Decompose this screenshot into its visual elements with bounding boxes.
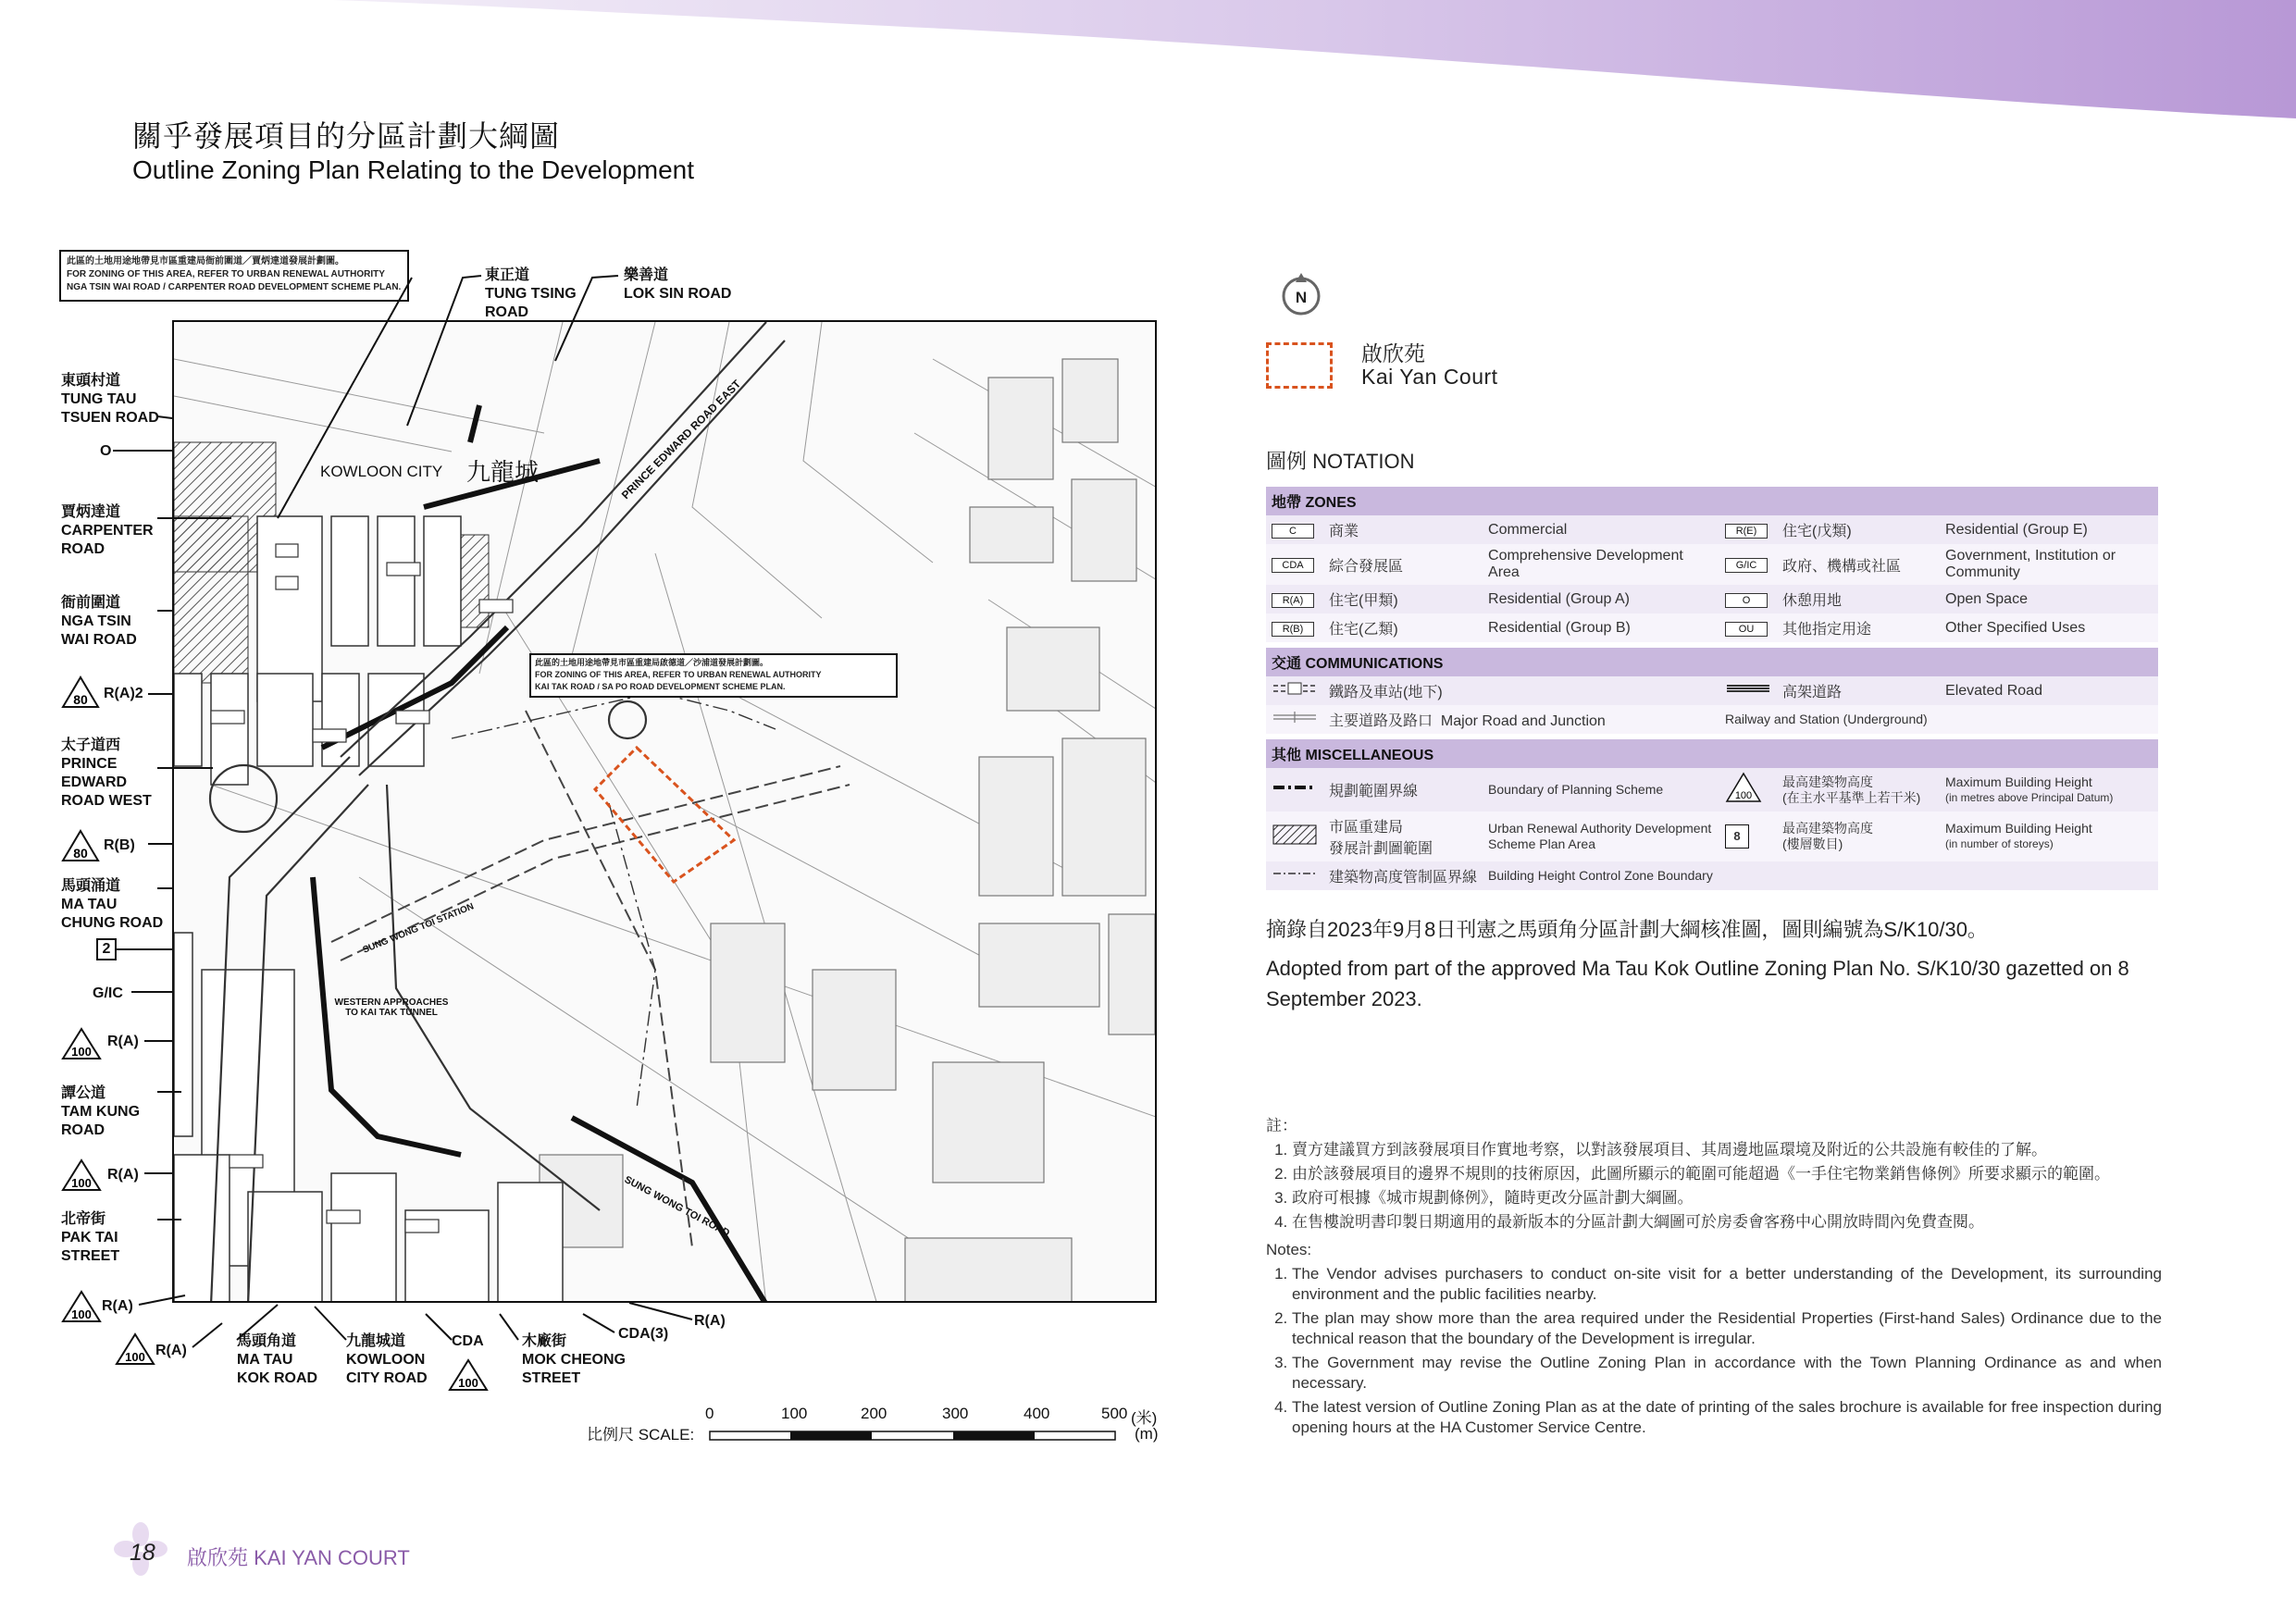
svg-text:80: 80 [73,692,88,707]
label-ma-tau-chung-road: 馬頭涌道 MA TAU CHUNG ROAD [61,878,164,931]
legend-zones-head: 地帶 ZONES [1266,487,2158,515]
label-sung-wong-toi-station: SUNG WONG TOI STATION [361,901,476,956]
scale-tick-0: 0 [705,1405,714,1422]
legend-row: R(B) 住宅(乙類) Residential (Group B) OU 其他指定用途 Other Specified Uses [1266,613,2158,642]
label-g-ic: G/IC [93,985,123,1001]
note-box-line: FOR ZONING OF THIS AREA, REFER TO URBAN RENEWAL AUTHORITY [67,269,385,279]
note-item: 2. The plan may show more than the area required under the Residential Properties (First-hand Sales) Ordinance due to the technical reason that the boundary of the Development is irregular. [1292,1308,2162,1349]
label-open-space: O [100,443,112,459]
label-carpenter-road: 賈炳達道 CARPENTER ROAD [61,504,154,557]
footer-title: 啟欣苑 KAI YAN COURT [187,1546,410,1569]
label-prince-edward-road-west: 太子道西 PRINCE EDWARD ROAD WEST [61,737,152,809]
note-box-line: NGA TSIN WAI ROAD / CARPENTER ROAD DEVELOPMENT SCHEME PLAN. [67,282,402,292]
label-pak-tai-street: 北帝街 PAK TAI STREET [61,1211,120,1264]
notes-en-list [1266,1264,2162,1438]
svg-text:100: 100 [1734,790,1753,801]
scale-unit-en: (m) [1135,1425,1159,1443]
notes-zh-list [1266,1140,2162,1233]
label-ma-tau-kok-road: 馬頭角道 MA TAU KOK ROAD [237,1333,318,1386]
notes-section [1266,1116,2162,1445]
site-name-en: Kai Yan Court [1361,365,1498,389]
elevated-road-icon [1725,682,1771,695]
label-nga-tsin-wai-road: 衙前圍道 NGA TSIN WAI ROAD [61,595,137,648]
page-title-zh: 關乎發展項目的分區計劃大綱圖 [132,119,561,153]
label-kowloon-city-road: 九龍城道 KOWLOON CITY ROAD [346,1333,428,1386]
scale-tick-100: 100 [781,1405,808,1422]
notes-en-head: Notes: [1266,1241,1312,1258]
legend-comm-head: 交通 COMMUNICATIONS [1266,648,2158,676]
scale-unit-zh: (米) [1131,1409,1158,1427]
note-item: 4. The latest version of Outline Zoning Plan as at the date of printing of the sales brochure is available for free inspection during opening hours at the HA Customer Service Centre. [1292,1397,2162,1438]
storey-8-icon: 8 [1725,824,1749,849]
adopted-en: Adopted from part of the approved Ma Tau Kok Outline Zoning Plan No. S/K10/30 gazetted on 8 September 2023. [1266,957,2129,1010]
major-road-icon [1272,711,1318,724]
note-item: 2. 由於該發展項目的邊界不規則的技術原因，此圖所顯示的範圍可能超過《一手住宅物業銷售條例》所要求顯示的範圍。 [1292,1164,2162,1184]
height-control-line-icon [1272,867,1318,880]
label-mok-cheong-street: 木廠街 MOK CHEONG STREET [522,1333,626,1386]
scale-tick-400: 400 [1024,1405,1050,1422]
label-r-a: R(A) [694,1313,726,1329]
legend-table [1266,487,2158,890]
legend-row: 主要道路及路口 Major Road and Junction Railway and Station (Underground) [1266,705,2158,734]
railway-icon [1272,682,1318,695]
legend-misc-head: 其他 MISCELLANEOUS [1266,739,2158,768]
label-r-a: R(A) [107,1034,139,1049]
note-item: 4. 在售樓說明書印製日期適用的最新版本的分區計劃大綱圖可於房委會客務中心開放時間內免費查閱。 [1292,1212,2162,1233]
inner-note-box: 此區的土地用途地帶見市區重建局啟德道／沙浦道發展計劃圖。 FOR ZONING OF THIS AREA, REFER TO URBAN RENEWAL AUTHORITY KAI TAK ROAD / SA PO ROAD DEVELOPMENT SCHEME PLAN. [529,653,898,698]
district-name-zh: 九龍城 [466,458,540,486]
note-item: 3. 政府可根據《城市規劃條例》，隨時更改分區計劃大綱圖。 [1292,1188,2162,1208]
label-r-a-2: R(A)2 [104,686,143,701]
label-r-a: R(A) [102,1298,133,1314]
storey-2-icon: 2 [96,938,117,960]
label-lok-sin-road: 樂善道 LOK SIN ROAD [624,267,732,302]
scale-bar [709,1431,1116,1442]
label-r-a: R(A) [107,1167,139,1183]
site-name-zh: 啟欣苑 [1361,341,1425,365]
label-prince-edward-road-east: PRINCE EDWARD ROAD EAST [618,377,744,502]
scale-tick-500: 500 [1101,1405,1128,1422]
label-western-approaches: WESTERN APPROACHES TO KAI TAK TUNNEL [334,997,449,1018]
svg-text:100: 100 [458,1376,478,1390]
scale-label: 比例尺 SCALE: [587,1426,695,1443]
page-number: 18 [130,1540,155,1566]
scale-tick-300: 300 [942,1405,969,1422]
legend-row: C 商業 Commercial R(E) 住宅(戊類) Residential (Group E) [1266,515,2158,544]
legend-row: 鐵路及車站(地下) 高架道路 Elevated Road [1266,676,2158,705]
svg-text:N: N [1295,289,1308,306]
legend-row: 規劃範圍界線 Boundary of Planning Scheme 100 最高建築物高度 (在主水平基準上若干米) Maximum Building Height (in metres above Principal Datum) [1266,768,2158,812]
note-box-line: 此區的土地用途地帶見市區重建局衙前圍道／賈炳達道發展計劃圖。 [67,256,344,266]
label-cda-3: CDA(3) [618,1326,669,1342]
svg-text:100: 100 [71,1307,92,1321]
svg-text:100: 100 [71,1176,92,1190]
label-sung-wong-toi-road: SUNG WONG TOI ROAD [622,1173,732,1240]
label-tam-kung-road: 譚公道 TAM KUNG ROAD [61,1085,141,1138]
adopted-zh: 摘錄自2023年9月8日刊憲之馬頭角分區計劃大綱核准圖，圖則編號為S/K10/30。 [1266,918,1988,941]
boundary-line-icon [1272,781,1318,794]
label-leader-lines [0,0,1166,1425]
note-item: 1. 賣方建議買方到該發展項目作實地考察，以對該發展項目、其周邊地區環境及附近的公共設施有較佳的了解。 [1292,1140,2162,1160]
svg-text:100: 100 [71,1045,92,1059]
note-item: 1. The Vendor advises purchasers to conduct on-site visit for a better understanding of the Development, its surrounding environment and the public facilities nearby. [1292,1264,2162,1305]
legend-row: R(A) 住宅(甲類) Residential (Group A) O 休憩用地 Open Space [1266,585,2158,613]
legend-row: 市區重建局 發展計劃圖範圍 Urban Renewal Authority Development Scheme Plan Area 8 最高建築物高度 (樓層數目) Maximum Building Height (in number of storeys) [1266,812,2158,861]
notes-zh-head: 註： [1266,1117,1297,1134]
legend-row: 建築物高度管制區界線 Building Height Control Zone Boundary [1266,861,2158,890]
scale-tick-200: 200 [861,1405,887,1422]
label-r-b: R(B) [104,837,135,853]
label-tung-tau-tsuen-road: 東頭村道 TUNG TAU TSUEN ROAD [61,373,159,426]
height-100-icon [1725,772,1762,803]
ura-hatch-icon [1272,824,1318,846]
label-r-a: R(A) [155,1343,187,1358]
label-cda: CDA [452,1333,484,1349]
svg-text:100: 100 [125,1350,145,1364]
notation-title: 圖例 NOTATION [1266,450,1415,473]
north-arrow-icon [1280,273,1322,316]
svg-text:80: 80 [73,846,88,861]
note-item: 3. The Government may revise the Outline Zoning Plan in accordance with the Town Planning Ordinance as and when necessary. [1292,1353,2162,1394]
district-name-en: KOWLOON CITY [320,463,443,480]
site-boundary-swatch [1266,342,1333,389]
page-title-en: Outline Zoning Plan Relating to the Development [132,155,695,184]
label-tung-tsing-road: 東正道 TUNG TSING ROAD [485,267,577,320]
legend-row: CDA 綜合發展區 Comprehensive Development Area G/IC 政府、機構或社區 Government, Institution or Community [1266,544,2158,585]
